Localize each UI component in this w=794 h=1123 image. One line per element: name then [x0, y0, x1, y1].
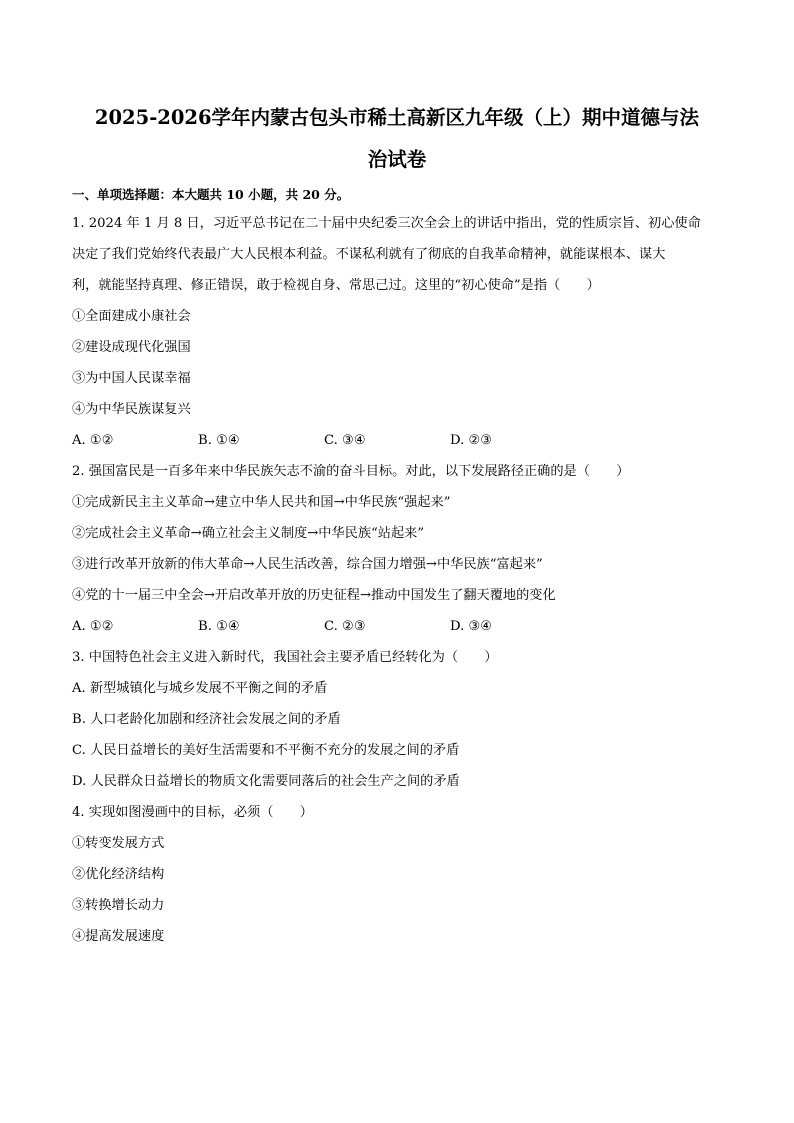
answer-option-c: C. 人民日益增长的美好生活需要和不平衡不充分的发展之间的矛盾 — [72, 743, 460, 758]
question-stem-line: 决定了我们党始终代表最广大人民根本利益。不谋私利就有了彻底的自我革命精神，就能谋根本、谋大 — [72, 247, 666, 262]
answer-options — [72, 425, 722, 456]
answer-option-a: A. ①② — [72, 619, 114, 634]
question-item: ①全面建成小康社会 — [72, 309, 191, 324]
question-item: ②建设成现代化强国 — [72, 340, 191, 355]
answer-option-d: D. ③④ — [450, 619, 493, 634]
question-item: ③进行改革开放新的伟大革命→人民生活改善，综合国力增强→中华民族“富起来” — [72, 557, 543, 572]
question-item: ③为中国人民谋幸福 — [72, 371, 191, 386]
answer-option-a: A. 新型城镇化与城乡发展不平衡之间的矛盾 — [72, 681, 328, 696]
answer-option-b: B. ①④ — [198, 619, 240, 634]
answer-option-b: B. 人口老龄化加剧和经济社会发展之间的矛盾 — [72, 712, 341, 727]
question-stem-line: 1. 2024 年 1 月 8 日，习近平总书记在二十届中央纪委三次全会上的讲话中指出，党的性质宗旨、初心使命 — [72, 216, 701, 231]
answer-option-c: C. ③④ — [324, 433, 366, 448]
answer-option-a: A. ①② — [72, 433, 114, 448]
question-stem-line: 2. 强国富民是一百多年来中华民族矢志不渝的奋斗目标。对此，以下发展路径正确的是（ ） — [72, 464, 630, 479]
question-4 — [72, 797, 722, 952]
exam-title — [40, 97, 754, 181]
question-item: ②优化经济结构 — [72, 867, 165, 882]
section-heading: 一、单项选择题：本大题共 10 小题，共 20 分。 — [72, 187, 350, 202]
question-item: ②完成社会主义革命→确立社会主义制度→中华民族“站起来” — [72, 526, 425, 541]
question-item: ④党的十一届三中全会→开启改革开放的历史征程→推动中国发生了翻天覆地的变化 — [72, 588, 556, 603]
exam-content — [72, 182, 722, 952]
question-item: ④提高发展速度 — [72, 929, 165, 944]
answer-option-d: D. ②③ — [450, 433, 493, 448]
answer-option-b: B. ①④ — [198, 433, 240, 448]
answer-option-c: C. ②③ — [324, 619, 366, 634]
answer-options — [72, 611, 722, 642]
question-stem-line: 3. 中国特色社会主义进入新时代，我国社会主要矛盾已经转化为（ ） — [72, 650, 498, 665]
question-item: ④为中华民族谋复兴 — [72, 402, 191, 417]
question-item: ③转换增长动力 — [72, 898, 165, 913]
question-3 — [72, 642, 722, 797]
question-stem-line: 利，就能坚持真理、修正错误，敢于检视自身、常思己过。这里的“初心使命”是指（ ） — [72, 278, 600, 293]
answer-option-d: D. 人民群众日益增长的物质文化需要同落后的社会生产之间的矛盾 — [72, 774, 460, 789]
question-item: ①转变发展方式 — [72, 836, 165, 851]
question-2 — [72, 456, 722, 642]
question-stem-line: 4. 实现如图漫画中的目标，必须（ ） — [72, 805, 313, 820]
question-item: ①完成新民主主义革命→建立中华人民共和国→中华民族“强起来” — [72, 495, 451, 510]
exam-title-line2: 治试卷 — [367, 148, 427, 171]
question-1 — [72, 208, 722, 456]
exam-title-line1: 2025-2026学年内蒙古包头市稀土高新区九年级（上）期中道德与法 — [94, 106, 700, 129]
